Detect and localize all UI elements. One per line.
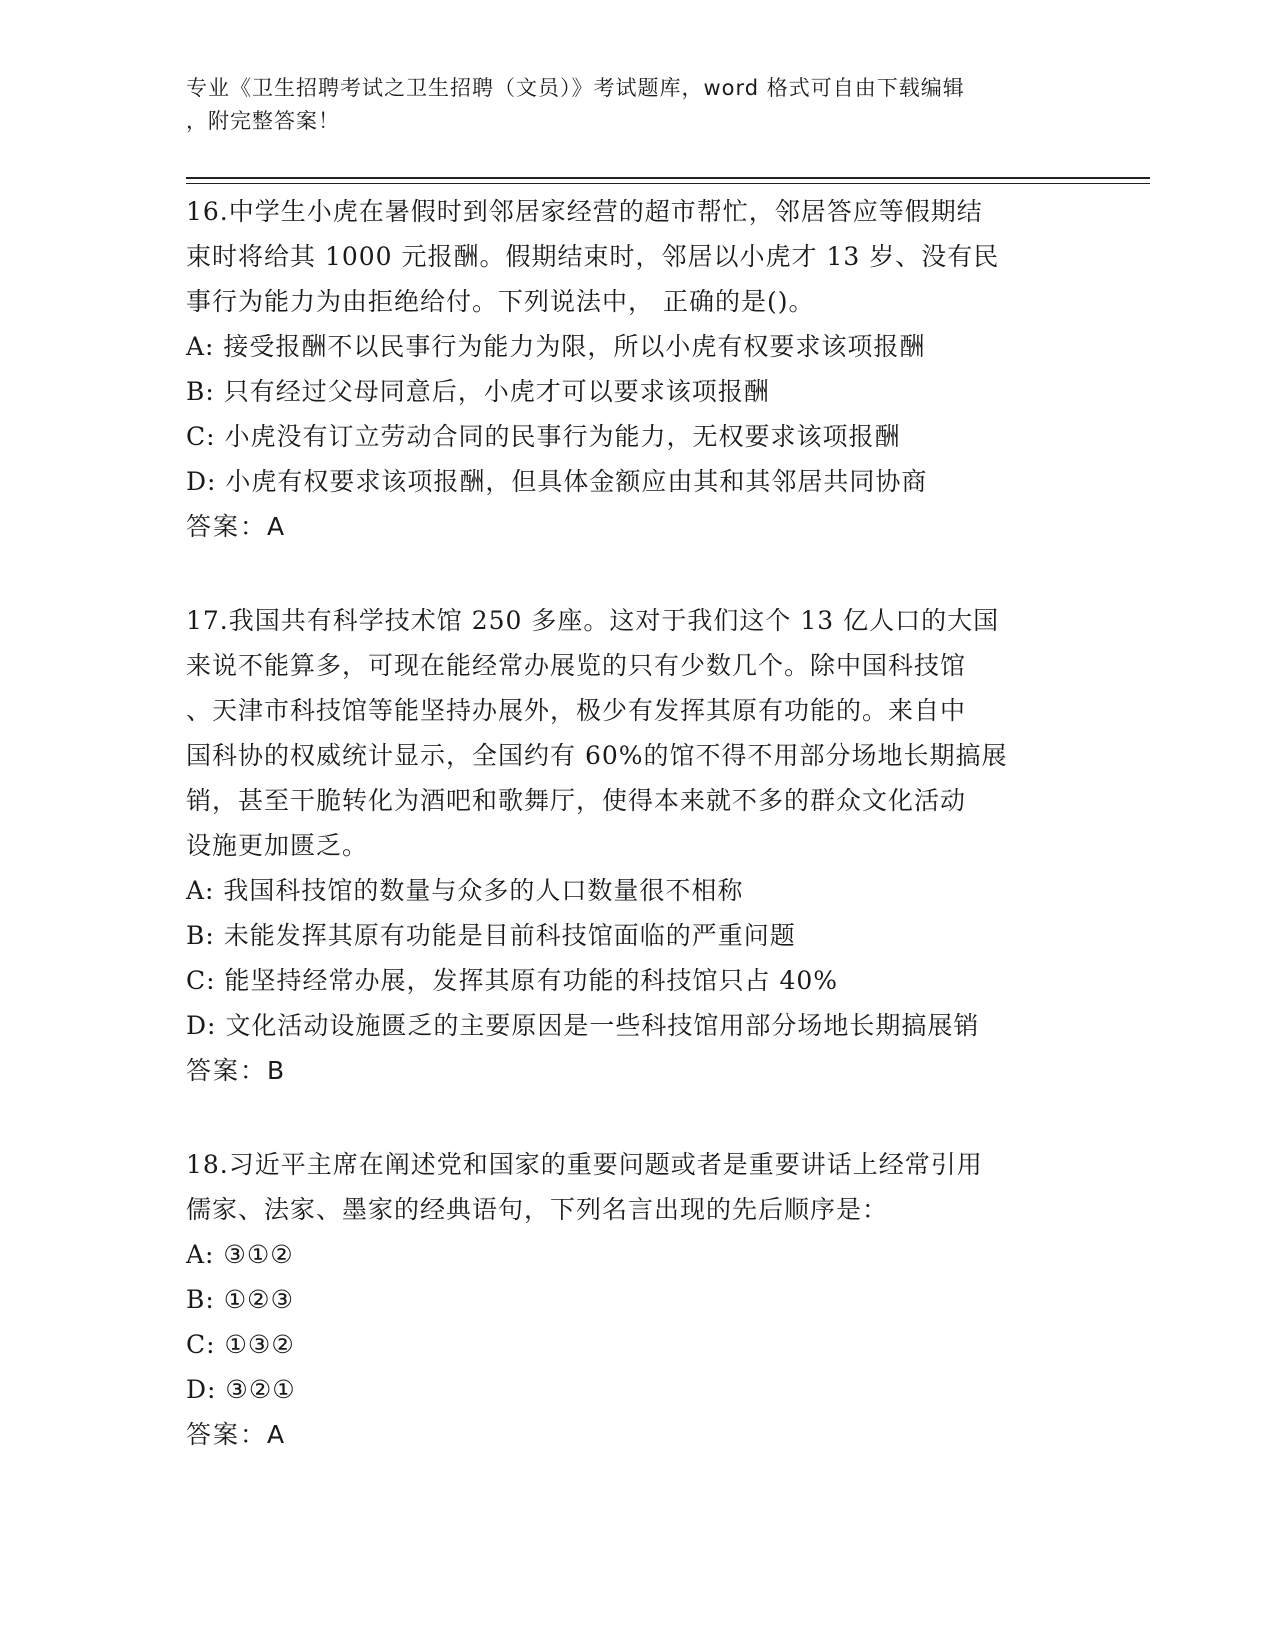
- question-stem-line: 束时将给其 1000 元报酬。假期结束时，邻居以小虎才 13 岁、没有民: [186, 242, 1000, 271]
- question-stem-line: 儒家、法家、墨家的经典语句，下列名言出现的先后顺序是：: [186, 1195, 889, 1224]
- option-a: A: 我国科技馆的数量与众多的人口数量很不相称: [186, 876, 744, 905]
- question-stem-line: 设施更加匮乏。: [186, 831, 369, 860]
- header-divider-thick: [186, 177, 1150, 179]
- answer-label: 答案：B: [186, 1056, 287, 1085]
- header-divider-thin: [186, 183, 1150, 184]
- option-b: B: 未能发挥其原有功能是目前科技馆面临的严重问题: [186, 921, 796, 950]
- question-17: [186, 598, 1086, 1093]
- option-b: B: 只有经过父母同意后，小虎才可以要求该项报酬: [186, 377, 770, 406]
- option-a: A: 接受报酬不以民事行为能力为限，所以小虎有权要求该项报酬: [186, 332, 926, 361]
- question-16: [186, 189, 1086, 549]
- option-d: D: ③②①: [186, 1375, 296, 1404]
- option-d: D: 文化活动设施匮乏的主要原因是一些科技馆用部分场地长期搞展销: [186, 1011, 980, 1040]
- answer-label: 答案：A: [186, 1420, 287, 1449]
- question-stem-line: 18.习近平主席在阐述党和国家的重要问题或者是重要讲话上经常引用: [186, 1150, 983, 1179]
- option-a: A: ③①②: [186, 1240, 294, 1269]
- option-c: C: ①③②: [186, 1330, 295, 1359]
- question-stem-line: 16.中学生小虎在暑假时到邻居家经营的超市帮忙，邻居答应等假期结: [186, 197, 983, 226]
- option-c: C: 能坚持经常办展，发挥其原有功能的科技馆只占 40%: [186, 966, 839, 995]
- option-d: D: 小虎有权要求该项报酬，但具体金额应由其和其邻居共同协商: [186, 467, 928, 496]
- question-stem-line: 17.我国共有科学技术馆 250 多座。这对于我们这个 13 亿人口的大国: [186, 606, 1000, 635]
- option-b: B: ①②③: [186, 1285, 294, 1314]
- header-line-1: 专业《卫生招聘考试之卫生招聘（文员）》考试题库，word 格式可自由下载编辑: [186, 76, 965, 100]
- document-header: [186, 72, 1086, 138]
- question-stem-line: 国科协的权威统计显示，全国约有 60%的馆不得不用部分场地长期搞展: [186, 741, 1008, 770]
- question-stem-line: 、天津市科技馆等能坚持办展外，极少有发挥其原有功能的。来自中: [186, 696, 967, 725]
- header-line-2: ，附完整答案！: [186, 109, 340, 133]
- question-stem-line: 事行为能力为由拒绝给付。下列说法中， 正确的是()。: [186, 287, 815, 316]
- answer-label: 答案：A: [186, 512, 287, 541]
- question-stem-line: 来说不能算多，可现在能经常办展览的只有少数几个。除中国科技馆: [186, 651, 967, 680]
- option-c: C: 小虎没有订立劳动合同的民事行为能力，无权要求该项报酬: [186, 422, 901, 451]
- question-stem-line: 销，甚至干脆转化为酒吧和歌舞厅，使得本来就不多的群众文化活动: [186, 786, 967, 815]
- question-18: [186, 1142, 1086, 1457]
